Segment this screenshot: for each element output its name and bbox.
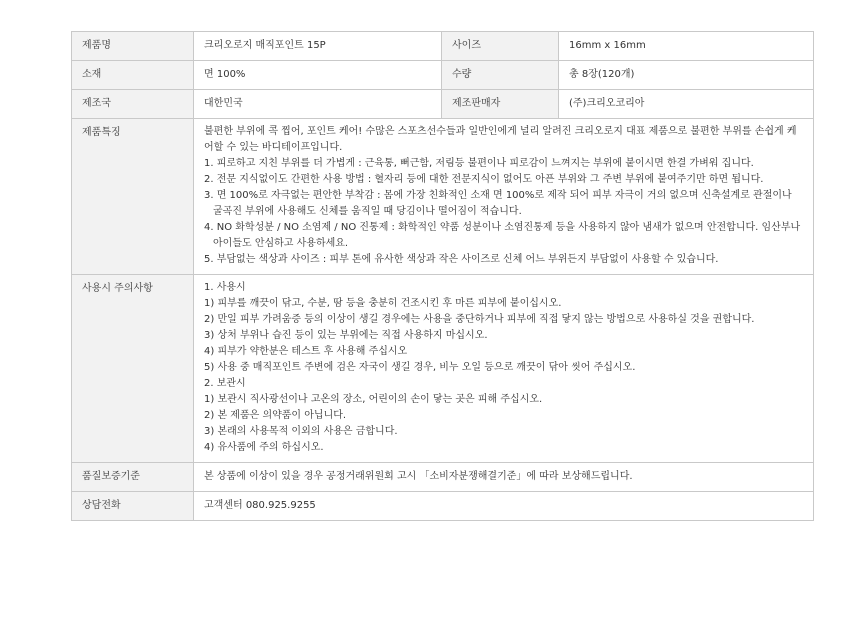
row-contact xyxy=(72,492,814,521)
value-quantity: 총 8장(120개) xyxy=(559,61,814,90)
row-features xyxy=(72,119,814,275)
value-product-name: 크리오로지 매직포인트 15P xyxy=(194,32,442,61)
row-country xyxy=(72,90,814,119)
feature-item: 2. 전문 지식없이도 간편한 사용 방법 : 혈자리 등에 대한 전문지식이 없어도 아픈 부위와 그 주변 부위에 붙여주기만 하면 됩니다. xyxy=(204,174,764,185)
label-features: 제품특징 xyxy=(72,119,194,275)
row-quality xyxy=(72,463,814,492)
caution-line: 5) 사용 중 매직포인트 주변에 검은 자국이 생길 경우, 비누 오일 등으로 깨끗이 닦아 씻어 주십시오. xyxy=(204,362,636,373)
product-info-table xyxy=(71,31,814,521)
row-product-name xyxy=(72,32,814,61)
label-country: 제조국 xyxy=(72,90,194,119)
value-quality: 본 상품에 이상이 있을 경우 공정거래위원회 고시 「소비자분쟁해결기준」에 따라 보상해드립니다. xyxy=(194,463,814,492)
caution-line: 2) 만일 피부 가려움증 등의 이상이 생길 경우에는 사용을 중단하거나 피부에 직접 닿지 않는 방법으로 사용하실 것을 권합니다. xyxy=(204,314,755,325)
label-manufacturer: 제조판매자 xyxy=(442,90,559,119)
feature-item: 4. NO 화학성분 / NO 소염제 / NO 진통제 : 화학적인 약품 성분이나 소염진통제 등을 사용하지 않아 냄새가 없으며 안전합니다. 임산부나 아이들도 안심하고 사용하세요. xyxy=(204,222,801,249)
label-cautions: 사용시 주의사항 xyxy=(72,275,194,463)
value-country: 대한민국 xyxy=(194,90,442,119)
caution-line: 3) 본래의 사용목적 이외의 사용은 금합니다. xyxy=(204,426,398,437)
value-manufacturer: (주)크리오코리아 xyxy=(559,90,814,119)
caution-heading: 2. 보관시 xyxy=(204,378,246,389)
caution-line: 4) 유사품에 주의 하십시오. xyxy=(204,442,324,453)
value-material: 면 100% xyxy=(194,61,442,90)
value-features xyxy=(194,119,814,275)
label-quantity: 수량 xyxy=(442,61,559,90)
value-size: 16mm x 16mm xyxy=(559,32,814,61)
caution-heading: 1. 사용시 xyxy=(204,282,246,293)
row-cautions xyxy=(72,275,814,463)
label-product-name: 제품명 xyxy=(72,32,194,61)
feature-item: 5. 부담없는 색상과 사이즈 : 피부 톤에 유사한 색상과 작은 사이즈로 신체 어느 부위든지 부담없이 사용할 수 있습니다. xyxy=(204,254,719,265)
label-quality: 품질보증기준 xyxy=(72,463,194,492)
caution-line: 1) 보관시 직사광선이나 고온의 장소, 어린이의 손이 닿는 곳은 피해 주십시오. xyxy=(204,394,543,405)
caution-line: 4) 피부가 약한분은 테스트 후 사용해 주십시오 xyxy=(204,346,408,357)
label-size: 사이즈 xyxy=(442,32,559,61)
features-intro: 불편한 부위에 콕 찝어, 포인트 케어! 수많은 스포츠선수들과 일반인에게 널리 알려진 크리오로지 대표 제품으로 불편한 부위를 손쉽게 케어할 수 있는 바디테이프입니다. xyxy=(204,126,797,153)
feature-item: 3. 면 100%로 자극없는 편안한 부착감 : 몸에 가장 친화적인 소재 면 100%로 제작 되어 피부 자극이 거의 없으며 신축설계로 관절이나 굴곡진 부위에 사용해도 신체를 움직일 때 당김이나 떨어짐이 적습니다. xyxy=(204,190,792,217)
value-contact: 고객센터 080.925.9255 xyxy=(194,492,814,521)
label-contact: 상담전화 xyxy=(72,492,194,521)
value-cautions xyxy=(194,275,814,463)
feature-item: 1. 피로하고 지친 부위를 더 가볍게 : 근육통, 뻐근함, 저림등 불편이나 피로감이 느껴지는 부위에 붙이시면 한결 가벼워 집니다. xyxy=(204,158,754,169)
label-material: 소재 xyxy=(72,61,194,90)
caution-line: 1) 피부를 깨끗이 닦고, 수분, 땀 등을 충분히 건조시킨 후 마른 피부에 붙이십시오. xyxy=(204,298,562,309)
caution-line: 2) 본 제품은 의약품이 아닙니다. xyxy=(204,410,347,421)
caution-line: 3) 상처 부위나 습진 등이 있는 부위에는 직접 사용하지 마십시오. xyxy=(204,330,488,341)
row-material xyxy=(72,61,814,90)
